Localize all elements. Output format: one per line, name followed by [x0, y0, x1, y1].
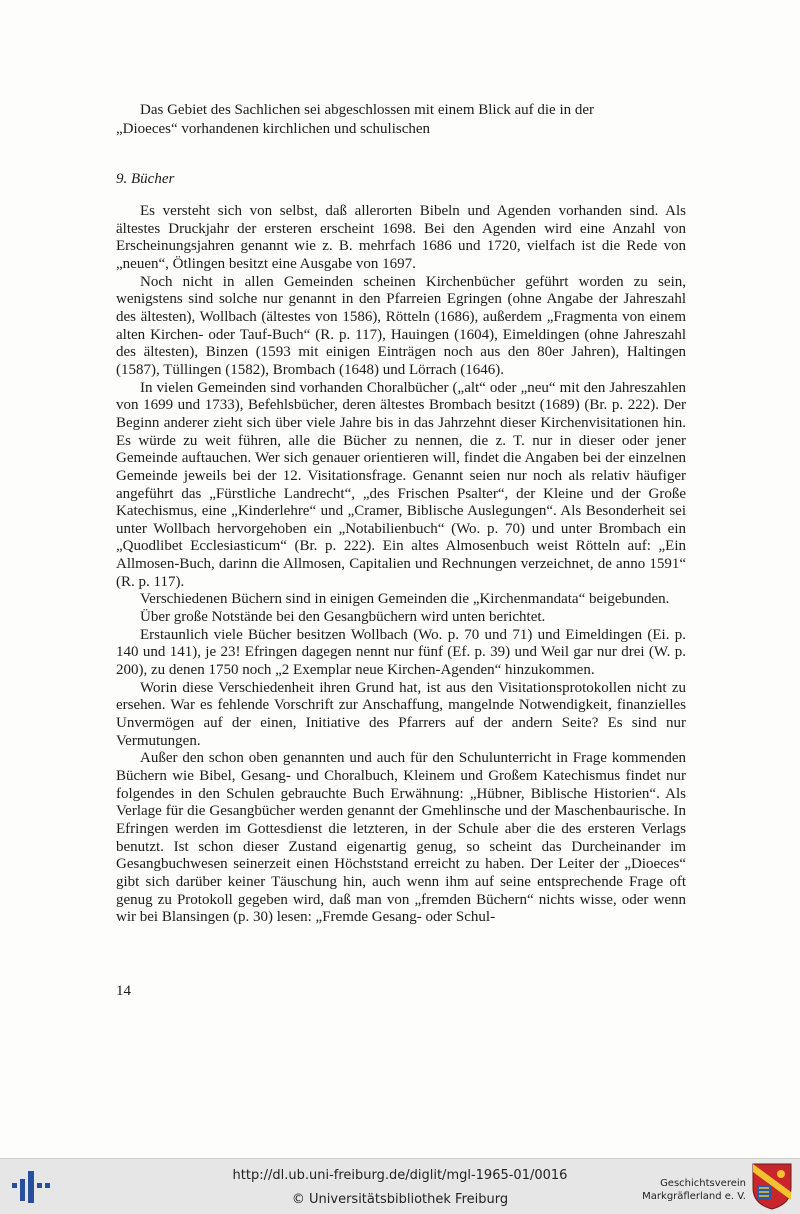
- society-name-line-1: Geschichtsverein: [660, 1178, 746, 1189]
- section-heading: 9. Bücher: [116, 171, 175, 187]
- coat-of-arms-icon: [751, 1162, 793, 1210]
- copyright-notice: © Universitätsbibliothek Freiburg: [291, 1192, 509, 1207]
- paragraph-2: Noch nicht in allen Gemeinden scheinen Kirchenbücher geführt worden zu sein, wenigstens sind solche nur genannt in den Pfarreien Egringen (ohne Angabe der Jahreszahl des ältesten), Wollbach (ältestes von 1586), Rötteln (1686), außerdem „Fragmenta von einem alten Kirchen- oder Tauf-Buch“ (R. p. 117), Hauingen (1604), Eimeldingen (ohne Jahreszahl des ältesten), Binzen (1593 mit einigen Einträgen noch aus den 80er Jahren), Haltingen (1587), Tüllingen (1582), Brombach (1648) und Lörrach (1646).: [116, 273, 686, 378]
- intro-paragraph: [116, 101, 686, 139]
- intro-line-2: „Dioeces“ vorhandenen kirchlichen und schulischen: [116, 121, 431, 137]
- paragraph-5: Über große Notstände bei den Gesangbüchern wird unten berichtet.: [140, 609, 546, 626]
- intro-line-1: Das Gebiet des Sachlichen sei abgeschlossen mit einem Blick auf die in der: [140, 102, 595, 118]
- section-body: [116, 203, 686, 927]
- paragraph-6: Erstaunlich viele Bücher besitzen Wollbach (Wo. p. 70 und 71) und Eimeldingen (Ei. p. 140 und 141), je 23! Efringen dagegen nennt nur fünf (Ef. p. 39) und Weil gar nur drei (W. p. 200), zu denen 1750 noch „2 Exemplar neue Kirchen-Agenden“ hinzukommen.: [116, 626, 686, 679]
- paragraph-8: Außer den schon oben genannten und auch für den Schulunterricht in Frage kommenden Büchern wie Bibel, Gesang- und Choralbuch, Kleinem und Großem Katechismus findet nur folgendes in den Schulen gebrauchte Buch Erwähnung: „Hübner, Biblische Historien“. Als Verlage für die Gesangbücher werden genannt der Gmehlinsche und der Maschenbaurische. In Efringen werden im Gottesdienst die letzteren, in der Schule aber die des ersteren Verlags benutzt. Ist schon dieser Zustand eigenartig genug, so scheint das Durcheinander im Gesangbuchwesen seinerzeit einen Höchststand erreicht zu haben. Der Leiter der „Dioeces“ gibt sich darüber keiner Täuschung hin, auch wenn ihm auf seine entsprechende Frage oft genug zu Protokoll gegeben wird, daß man von „fremden Büchern“ nichts wisse, oder wenn wir bei Blansingen (p. 30) lesen: „Fremde Gesang- oder Schul-: [116, 750, 686, 926]
- paragraph-4: Verschiedenen Büchern sind in einigen Gemeinden die „Kirchenmandata“ beigebunden.: [140, 591, 670, 608]
- society-name-line-2: Markgräflerland e. V.: [642, 1191, 746, 1202]
- viewer-footer: [0, 1158, 800, 1214]
- paragraph-1: Es versteht sich von selbst, daß allerorten Bibeln und Agenden vorhanden sind. Als ältestes Druckjahr der ersteren erscheint 1698. Bei den Agenden wird eine Anzahl von Erscheinungsjahren genannt wie z. B. mehrfach 1686 und 1720, vielfach ist die Rede von „neuen“, Ötlingen besitzt eine Ausgabe von 1697.: [116, 203, 686, 272]
- library-logo-icon: [10, 1167, 52, 1207]
- paragraph-3: In vielen Gemeinden sind vorhanden Choralbücher („alt“ oder „neu“ mit den Jahreszahlen von 1699 und 1733), Befehlsbücher, deren ältestes Brombach besitzt (1689) (Br. p. 222). Der Beginn anderer zieht sich über viele Jahre bis in das Jahrzehnt dieser Kirchenvisitationen hin. Es würde zu weit führen, alle die Bücher zu nennen, die z. T. nur in dieser oder jener Gemeinde auftauchen. Wer sich genauer orientieren will, findet die Angaben bei der einzelnen Gemeinde jeweils bei der 12. Visitationsfrage. Genannt seien nur noch als relativ häufiger angeführt das „Fürstliche Landrecht“, „des Frischen Psalter“, der Kleine und der Große Katechismus, eine „Kinderlehre“ und „Cramer, Biblische Auslegungen“. Als Besonderheit sei unter Wollbach hervorgehoben ein „Notabilienbuch“ (Wo. p. 70) und unter Brombach ein „Quodlibet Ecclesiasticum“ (Br. p. 222). Ein altes Almosenbuch weist Rötteln auf: „Ein Allmosen-Buch, darinn die Allmosen, Capitalien und Rechnungen verzeichnet, de anno 1591“ (R. p. 117).: [116, 379, 686, 590]
- paragraph-7: Worin diese Verschiedenheit ihren Grund hat, ist aus den Visitationsprotokollen nicht zu ersehen. War es fehlende Vorschrift zur Anschaffung, mangelnde Notwendigkeit, finanzielles Unvermögen auf der einen, Initiative des Pfarrers auf der andern Seite? Es sind nur Vermutungen.: [116, 679, 686, 749]
- permalink-url[interactable]: http://dl.ub.uni-freiburg.de/diglit/mgl-1965-01/0016: [232, 1168, 568, 1183]
- page-number: 14: [116, 983, 131, 999]
- society-name: [628, 1177, 746, 1203]
